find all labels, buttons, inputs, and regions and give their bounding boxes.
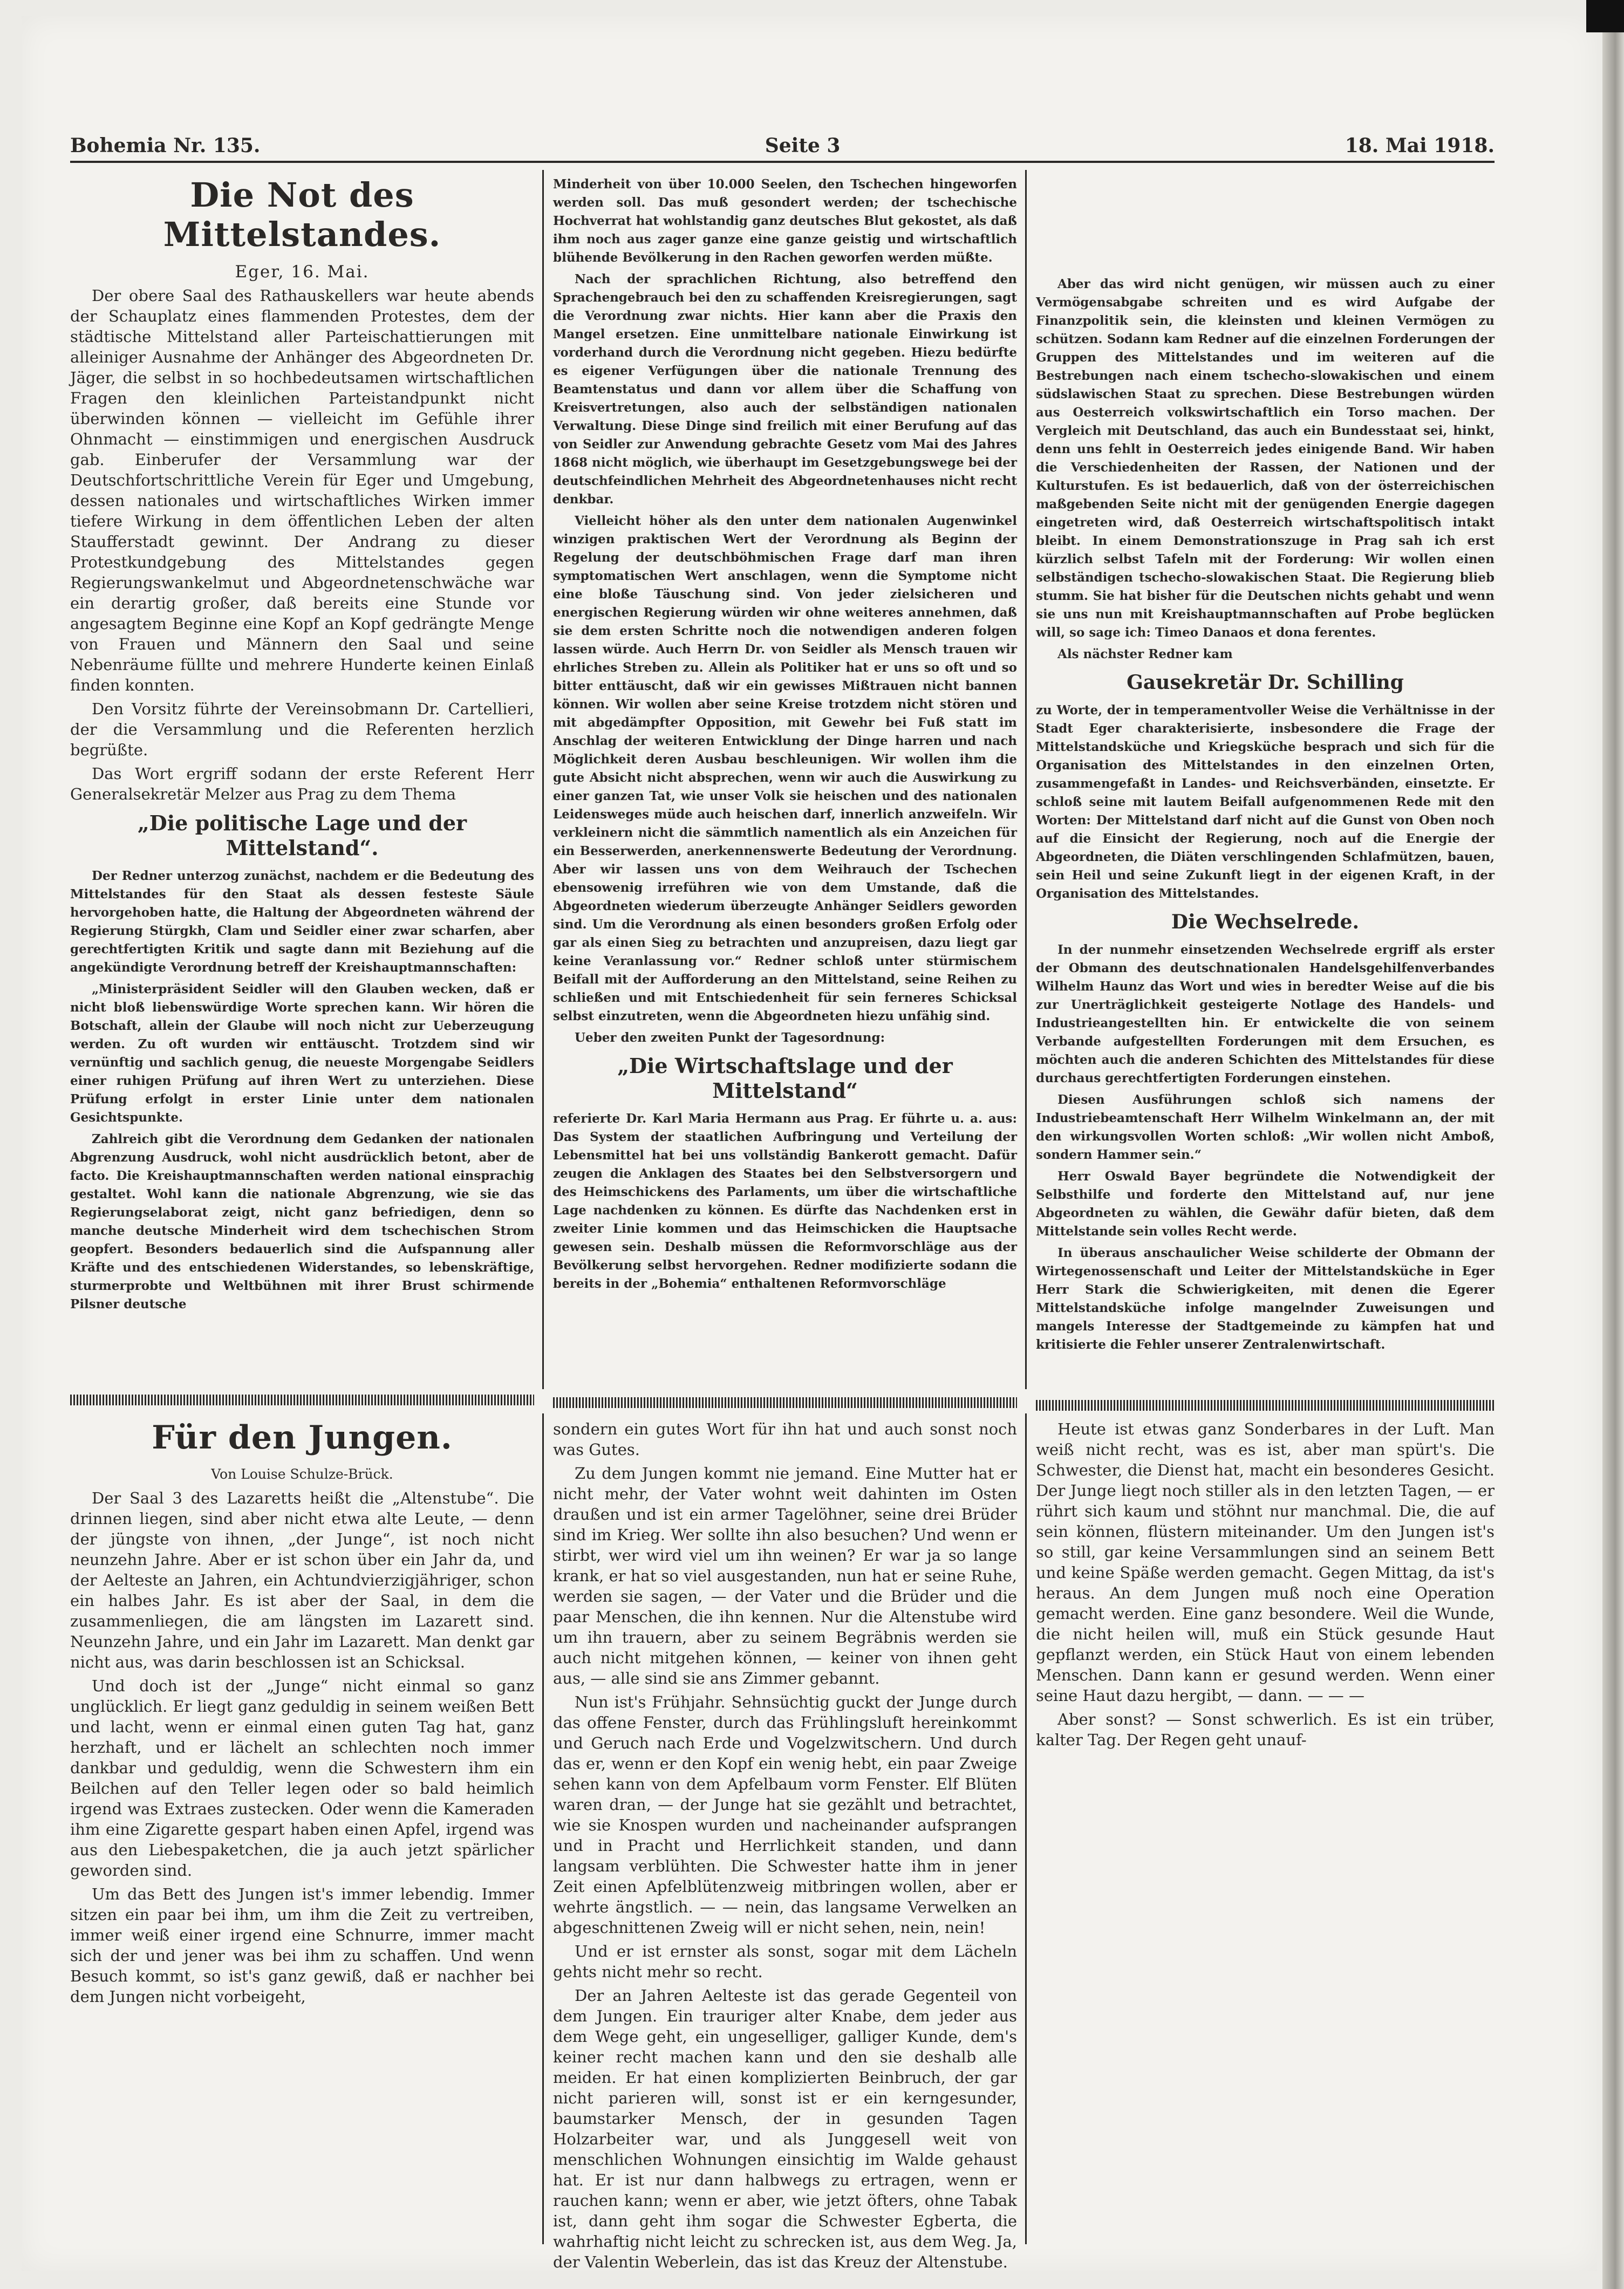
article1-paragraph: Diesen Ausführungen schloß sich namens der Industriebeamtenschaft Herr Wilhelm Winkelmann an, der mit den wirkungsvollen Worten schloß: „Wir wollen nicht Amboß, sondern Hammer sein.“ — [1036, 1092, 1495, 1162]
article1-subtitle-economy: „Die Wirtschaftslage und der Mittelstand“ — [617, 1054, 953, 1103]
article2-paragraph: Heute ist etwas ganz Sonderbares in der Luft. Man weiß nicht recht, was es ist, aber man spürt's. Die Schwester, die Dienst hat, macht ein besonderes Gesicht. Der Junge liegt noch stiller als in den letzten Tagen, — er rührt sich kaum und stöhnt nur manchmal. Die, die auf sein können, flüstern miteinander. Um den Jungen ist's so still, gar keine Versammlungen sind an seinem Bett und keine Späße werden gemacht. Gegen Mittag, da ist's heraus. An dem Jungen muß noch eine Operation gemacht werden. Eine ganz besondere. Weil die Wunde, die nicht heilen will, muß ein Stück gesunde Haut gepflanzt werden, ein Stück Haut von einem lebenden Menschen. Dann kann er gesund werden. Wenn einer seine Haut dazu hergibt, — dann. — — — — [1036, 1420, 1495, 1705]
article1-paragraph: Der Redner unterzog zunächst, nachdem er die Bedeutung des Mittelstandes für den Staat als dessen festeste Säule hervorgehoben hatte, die Haltung der Abgeordneten während der Regierung Stürgkh, Clam und Seidler einer zwar scharfen, aber gerechtfertigten Kritik und sagte dann mit Beziehung auf die angekündigte Verordnung betreff der Kreishauptmannschaften: — [70, 869, 534, 975]
article2-paragraph: Und doch ist der „Junge“ nicht einmal so ganz unglücklich. Er liegt ganz geduldig in seinem weißen Bett und lacht, wenn er einmal einen guten Tag hat, ganz herzhaft, und er lächelt an schlechten noch immer dankbar und geduldig, wenn die Schwestern ihm ein Beilchen auf den Teller legen oder so bald heimlich irgend was Extraes zustecken. Oder wenn die Kameraden ihm eine Zigarette gespart haben einen Apfel, irgend was aus den Liebespaketchen, die ja auch jetzt spärlicher geworden sind. — [70, 1677, 534, 1880]
column-divider-3 — [542, 1413, 544, 2244]
scan-corner — [1586, 0, 1624, 32]
article1-paragraph: Den Vorsitz führte der Vereinsobmann Dr. Cartellieri, der die Versammlung und die Referenten herzlich begrüßte. — [70, 700, 534, 759]
article2-byline: Von Louise Schulze-Brück. — [211, 1466, 393, 1482]
article1-paragraph: Der obere Saal des Rathauskellers war heute abends der Schauplatz eines flammenden Protestes, dem der städtische Mittelstand aller Parteischattierungen mit alleiniger Ausnahme der Anhänger des Abgeordneten Dr. Jäger, die selbst in so hochbedeutsamen wirtschaftlichen Fragen den kleinlichen Parteistandpunkt nicht überwinden können — vielleicht im Gefühle ihrer Ohnmacht — einstimmigen und energischen Ausdruck gab. Einberufer der Versammlung war der Deutschfortschrittliche Verein für Eger und Umgebung, dessen nationales und wirtschaftliches Wirken immer tiefere Wirkung in dem öffentlichen Leben der alten Staufferstadt gewinnt. Der Andrang zu dieser Protestkundgebung des Mittelstandes gegen Regierungswankelmut und Abgeordnetenschwäche war ein derartig großer, daß bereits eine Stunde vor angesagtem Beginne eine Kopf an Kopf gedrängte Menge von Frauen und Männern den Saal und seine Nebenräume füllte und mehrere Hunderte keinen Einlaß finden konnten. — [70, 286, 534, 694]
article2-column-1 — [70, 1419, 534, 2250]
article1-paragraph: In überaus anschaulicher Weise schilderte der Obmann der Wirtegenossenschaft und Leiter der Mittelstandsküche in Eger Herr Stark die Schwierigkeiten, mit denen die Egerer Mittelstandsküche infolge mangelnder Zuweisungen und mangels Interesse der Stadtgemeinde zu kämpfen hat und kritisierte die Fehler unserer Zentralenwirtschaft. — [1036, 1246, 1495, 1352]
article2-paragraph: Nun ist's Frühjahr. Sehnsüchtig guckt der Junge durch das offene Fenster, durch das Frühlingsluft hereinkommt und Geruch nach Erde und Vogelzwitschern. Und durch das er, wenn er den Kopf ein wenig hebt, ein paar Zweige sehen kann von dem Apfelbaum vorm Fenster. Elf Blüten waren dran, — der Junge hat sie gezählt und betrachtet, wie sie Knospen wurden und nacheinander aufsprangen und in Pracht und Herrlichkeit standen, und dann langsam verblühten. Die Schwester hatte ihm in jener Zeit einen Apfelblütenzweig mitbringen wollen, aber er wehrte ängstlich. — — nein, das langsame Verwelken an abgeschnittenen Zweig will er nicht sehen, nein, nein! — [553, 1693, 1017, 1937]
article1-subtitle-schilling: Gausekretär Dr. Schilling — [1127, 671, 1404, 694]
header-center: Seite 3 — [765, 134, 841, 157]
column-divider-4 — [1025, 1413, 1027, 2244]
article2-paragraph: Aber sonst? — Sonst schwerlich. Es ist ein trüber, kalter Tag. Der Regen geht unauf- — [1036, 1710, 1495, 1749]
article1-paragraph: Vielleicht höher als den unter dem nationalen Augenwinkel winzigen praktischen Wert der Verordnung als Beginn der Regelung der deutschböhmischen Frage darf man ihren symptomatischen Wert anschlagen, wenn die Symptome nicht eine bloße Täuschung sind. Von jeder zielsicheren und energischen Regierung würden wir ohne weiteres annehmen, daß sie dem ersten Schritte noch die notwendigen anderen folgen lassen würde. Auch Herrn Dr. von Seidler als Mensch trauen wir ehrliches Streben zu. Allein als Politiker hat er uns so oft und so bitter enttäuscht, daß wir ein gewisses Mißtrauen nicht bannen können. Wir wollen aber seine Kreise trotzdem nicht stören und mit abgedämpfter Opposition, mit Gewehr bei Fuß statt im Anschlag der weiteren Entwicklung der Dinge harren und nach Möglichkeit deren Ausbau beschleunigen. Wir wollen ihm die gute Absicht nicht absprechen, wenn wir auch die Auswirkung zu einer ganzen Tat, wie unser Volk sie heischen und des nationalen Leidensweges müde auch heischen darf, innerlich anzweifeln. Wir verkleinern nicht die sämmtlich namentlich als ein Anzeichen für ein Besserwerden, anerkennenswerte Bedeutung der Verordnung. Aber wir lassen uns von dem Weihrauch der Tschechen ebensowenig irreführen wie von dem Umstande, daß die Abgeordneten wiederum überzeugte Anhänger Seidlers geworden sind. Um die Verordnung als einen besonders großen Erfolg oder gar als einen Sieg zu betrachten und anzupreisen, dazu liegt gar keine Veranlassung vor.“ Redner schloß unter stürmischem Beifall mit der Aufforderung an den Mittelstand, seine Reihen zu schließen und mit Entschiedenheit für sein ferneres Schicksal selbst einzutreten, wenn die Abgeordneten hiezu unfähig sind. — [553, 514, 1017, 1023]
article2-paragraph: Und er ist ernster als sonst, sogar mit dem Lächeln gehts nicht mehr so recht. — [553, 1942, 1017, 1981]
section-separator-left — [70, 1395, 534, 1405]
article1-paragraph: Das Wort ergriff sodann der erste Referent Herr Generalsekretär Melzer aus Prag zu dem Thema — [70, 764, 534, 803]
article1-paragraph: Minderheit von über 10.000 Seelen, den Tschechen hingeworfen werden soll. Das muß gesondert werden; der tschechische Hochverrat hat wohlstandig ganz deutsches Blut gekostet, als daß ihm noch aus zager ganze eine ganze geistig und wirtschaftlich blühende Bevölkerung in den Rachen geworfen werden müßte. — [553, 177, 1017, 265]
article1-paragraph: Zahlreich gibt die Verordnung dem Gedanken der nationalen Abgrenzung Ausdruck, wohl nicht ausdrücklich betont, aber de facto. Die Kreishauptmannschaften werden national einsprachig gestaltet. Wohl kann die nationale Abgrenzung, wie sie das Regierungselaborat zeigt, nicht ganz befriedigen, denn so manche deutsche Minderheit wird dem tschechischen Strom geopfert. Besonders bedauerlich sind die Aufspannung aller Kräfte und des entschiedenen Widerstandes, so lebenskräftige, sturmerprobte und Weltbühnen mit ihrer Brust schirmende Pilsner deutsche — [70, 1132, 534, 1311]
article1-paragraph: Nach der sprachlichen Richtung, also betreffend den Sprachengebrauch bei den zu schaffenden Kreisregierungen, sagt die Verordnung zwar nichts. Hier kann aber die Praxis den Mangel ersetzen. Eine unmittelbare nationale Einwirkung ist vorderhand durch die Verordnung nicht gegeben. Hiezu bedürfte es eigener Verfügungen über die nationale Trennung des Beamtenstatus und dann vor allem über die Schaffung von Kreisvertretungen, also auch der selbständigen nationalen Verwaltung. Diese Dinge sind freilich mit einer Berufung auf das von Seidler zur Anwendung gebrachte Gesetz vom Mai des Jahres 1868 nicht möglich, wie überhaupt im Gesetzgebungswege bei der deutschfeindlichen Mehrheit des Abgeordnetenhauses nicht recht denkbar. — [553, 272, 1017, 507]
article2-paragraph: Der Saal 3 des Lazaretts heißt die „Altenstube“. Die drinnen liegen, sind aber nicht etwa alte Leute, — denn der jüngste von ihnen, „der Junge“, ist noch nicht neunzehn Jahre. Aber er ist schon über ein Jahr da, und der Aelteste an Jahren, ein Achtundvierzigjähriger, schon ein halbes Jahr. Es ist aber der Saal, in dem die zusammenliegen, die am längsten im Lazarett sind. Neunzehn Jahre, und ein Jahr im Lazarett. Man denkt gar nicht aus, was darin beschlossen ist an Schicksal. — [70, 1489, 534, 1671]
article1-title: Die Not des Mittelstandes. — [163, 175, 441, 254]
article2-paragraph: sondern ein gutes Wort für ihn hat und auch sonst noch was Gutes. — [553, 1420, 1017, 1459]
article1-column-1 — [70, 175, 534, 1392]
article1-paragraph: Aber das wird nicht genügen, wir müssen auch zu einer Vermögensabgabe schreiten und es wird Aufgabe der Finanzpolitik sein, die kleinsten und kleinen Vermögen zu schützen. Sodann kam Redner auf die einzelnen Forderungen der Gruppen des Mittelstandes und im weiteren auf die Bestrebungen nach einem tschecho-slowakischen und einem südslawischen Staat zu sprechen. Diese Bestrebungen würden aus Oesterreich volkswirtschaftlich ein Torso machen. Der Vergleich mit Deutschland, das auch ein Bundesstaat sei, hinkt, denn uns fehlt in Oesterreich jedes einigende Band. Wir haben die Verschiedenheiten der Rassen, der Nationen und der Kulturstufen. Es ist bedauerlich, daß von der österreichischen maßgebenden Seite nicht mit der genügenden Energie dagegen eingetreten wird, daß Oesterreich wirtschaftspolitisch intakt bleibt. In einem Demonstrationszuge in Prag sah ich erst kürzlich selbst Tafeln mit der Forderung: Wir wollen einen selbständigen tschecho-slowakischen Staat. Die Regierung blieb stumm. Sie hat bisher für die Deutschen nichts gehabt und wenn sie uns nun mit Kreishauptmannschaften auf Probe beglücken will, so sage ich: Timeo Danaos et dona ferentes. — [1036, 277, 1495, 640]
header-right: 18. Mai 1918. — [1345, 134, 1495, 157]
column-divider-2 — [1025, 170, 1027, 1389]
article2-column-3 — [1036, 1419, 1495, 2250]
article1-dateline: Eger, 16. Mai. — [235, 262, 370, 282]
article2-paragraph: Der an Jahren Aelteste ist das gerade Gegenteil von dem Jungen. Ein trauriger alter Knabe, dem jeder aus dem Wege geht, ein ungeselliger, galliger Kunde, dem's keiner recht machen kann und den sie deshalb alle meiden. Er hat einen komplizierten Beinbruch, der gar nicht parieren will, sonst ist er ein kerngesunder, baumstarker Mensch, der in gesunden Tagen Holzarbeiter war, und als Junggesell weit von menschlichen Wohnungen einsichtig im Walde gehaust hat. Er ist nur dann halbwegs zu ertragen, wenn er rauchen kann; wenn er aber, wie jetzt öfters, ohne Tabak ist, dann geht ihm sogar die Schwester Egberta, die wahrhaftig nicht leicht zu schrecken ist, aus dem Weg. Ja, der Valentin Weberlein, das ist das Kreuz der Altenstube. — [553, 1986, 1017, 2271]
article1-column-2 — [553, 175, 1017, 1392]
article1-paragraph: „Ministerpräsident Seidler will den Glauben wecken, daß er nicht bloß liebenswürdige Worte sprechen kann. Wir hören die Botschaft, allein der Glaube will noch nicht zur Ueberzeugung werden. Zu oft wurden wir enttäuscht. Trotzdem sind wir vernünftig und sachlich genug, die neueste Morgengabe Seidlers einer ruhigen Prüfung auf ihren Wert zu unterziehen. Diese Prüfung erfolgt in erster Linie unter dem nationalen Gesichtspunkte. — [70, 982, 534, 1125]
article1-paragraph: referierte Dr. Karl Maria Hermann aus Prag. Er führte u. a. aus: Das System der staatlichen Aufbringung und Verteilung der Lebensmittel hat bei uns vollständig Bankerott gemacht. Dafür zeugen die Anklagen des Staates bei den Selbstversorgern und des Heimschickens des Parlaments, um über die wirtschaftliche Lage nachdenken zu können. Es dürfte das Nachdenken erst in zweiter Linie kommen und das Heimschicken die Hauptsache gewesen sein. Deshalb müssen die Reformvorschläge aus der Bevölkerung selbst hervorgehen. Redner modifizierte sodann die bereits in der „Bohemia“ enthaltenen Reformvorschläge — [553, 1111, 1017, 1291]
article1-column-3 — [1036, 275, 1495, 1392]
column-divider-1 — [542, 170, 544, 1389]
article1-paragraph: Ueber den zweiten Punkt der Tagesordnung: — [575, 1030, 885, 1045]
article2-paragraph: Um das Bett des Jungen ist's immer lebendig. Immer sitzen ein paar bei ihm, um ihm die Zeit zu vertreiben, immer weiß einer irgend eine Schnurre, immer macht sich der und jener was bei ihm zu schaffen. Und wenn Besuch kommt, so ist's ganz gewiß, daß er nachher bei dem Jungen nicht vorbeigeht, — [70, 1885, 534, 2006]
section-separator-right — [1036, 1400, 1495, 1411]
section-separator-middle — [553, 1397, 1017, 1408]
article1-paragraph: Herr Oswald Bayer begründete die Notwendigkeit der Selbsthilfe und forderte den Mittelstand auf, nur jene Abgeordneten zu wählen, die Gewähr dafür bieten, daß dem Mittelstande sein volles Recht werde. — [1036, 1169, 1495, 1239]
article1-paragraph: In der nunmehr einsetzenden Wechselrede ergriff als erster der Obmann des deutschnationalen Handelsgehilfenverbandes Wilhelm Haunz das Wort und wies in beredter Weise auf die bis zur Unerträglichkeit gesteigerte Notlage des Handels- und Industrieangestellten hin. Er entwickelte die von seinem Verbande aufgestellten Forderungen mit dem Ersuchen, es möchten auch die anderen Schichten des Mittelstandes für diese durchaus gerechtfertigten Forderungen einstehen. — [1036, 942, 1495, 1085]
newspaper-page — [22, 16, 1597, 2271]
book-spine — [1602, 0, 1624, 2289]
page-header — [70, 132, 1495, 159]
header-rule — [70, 161, 1495, 163]
article2-column-2 — [553, 1419, 1017, 2271]
article2-paragraph: Zu dem Jungen kommt nie jemand. Eine Mutter hat er nicht mehr, der Vater wohnt weit dahinten im Osten draußen und ist ein armer Tagelöhner, seine drei Brüder sind im Krieg. Wer sollte ihn also besuchen? Und wenn er stirbt, wer wird viel um ihn weinen? Er war ja so lange krank, er hat so viel ausgestanden, nun hat er seine Ruhe, werden sie sagen, — der Vater und die Brüder und die paar Menschen, die ihn kennen. Nur die Altenstube wird um ihn trauern, aber zu seinem Begräbnis werden sie auch nicht mitgehen können, — keiner von ihnen geht aus, — alle sind sie ans Zimmer gebannt. — [553, 1464, 1017, 1687]
header-left: Bohemia Nr. 135. — [70, 134, 261, 157]
article2-title: Für den Jungen. — [152, 1419, 453, 1457]
article1-subtitle-politics: „Die politische Lage und der Mittelstand“. — [137, 811, 467, 860]
article1-subtitle-debate: Die Wechselrede. — [1171, 911, 1360, 933]
article1-paragraph: Als nächster Redner kam — [1057, 647, 1233, 661]
article1-paragraph: zu Worte, der in temperamentvoller Weise die Verhältnisse in der Stadt Eger charakterisierte, insbesondere die Frage der Mittelstandsküche und Kriegsküche besprach und sich für die Organisation des Mittelstandes in den einzelnen Orten, zusammengefaßt in Landes- und Reichsverbänden, einsetzte. Er schloß seine mit lautem Beifall aufgenommenen Rede mit den Worten: Der Mittelstand darf nicht auf die Gunst von Oben noch auf die Einsicht der Regierung, noch auf die Energie der Abgeordneten, die Diäten verschlingenden Schlafmützen, bauen, sein Heil und seine Zukunft liegt in der eigenen Kraft, in der Organisation des Mittelstandes. — [1036, 703, 1495, 901]
